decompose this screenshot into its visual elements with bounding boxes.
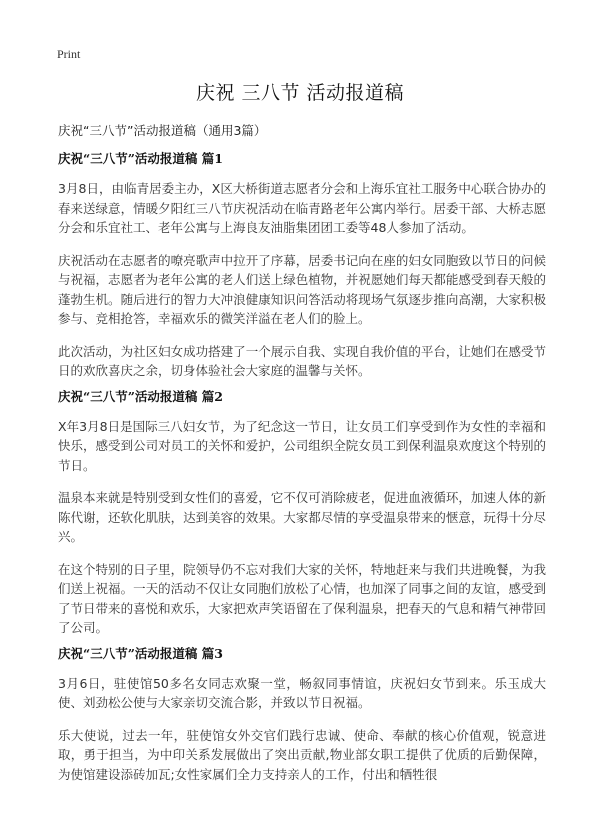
document-body — [58, 121, 546, 790]
paragraph: 在这个特别的日子里，院领导仍不忘对我们大家的关怀，特地赶来与我们共进晚餐，为我们送上祝福。一天的活动不仅让女同胞们放松了心情，也加深了同事之间的友谊，感受到了节日带来的喜悦和欢乐，大家把欢声笑语留在了保利温泉，把春天的气息和精气神带回了公司。 — [58, 561, 546, 635]
section-heading: 庆祝“三八节”活动报道稿 篇1 — [58, 151, 223, 166]
paragraph: X年3月8日是国际三八妇女节，为了纪念这一节日，让女员工们享受到作为女性的幸福和快乐，感受到公司对员工的关怀和爱护，公司组织全院女员工到保利温泉欢度这个特别的节日。 — [58, 418, 546, 473]
article-section-1 — [58, 149, 546, 381]
paragraph: 庆祝活动在志愿者的嘹亮歌声中拉开了序幕，居委书记向在座的妇女同胞致以节日的问候与祝福，志愿者为老年公寓的老人们送上绿色植物，并祝愿她们每天都能感受到春天般的蓬勃生机。随后进行的智力大冲浪健康知识问答活动将现场气氛逐步推向高潮，大家积极参与、竞相抢答，幸福欢乐的微笑洋溢在老人们的脸上。 — [58, 252, 546, 326]
paragraph: 乐大使说，过去一年，驻使馆女外交官们践行忠诚、使命、奉献的核心价值观，锐意进取，勇于担当，为中印关系发展做出了突出贡献,物业部女职工提供了优质的后勤保障，为使馆建设添砖加瓦;女性家属们全力支持亲人的工作，付出和牺牲很 — [58, 727, 546, 782]
paragraph: 3月8日，由临青居委主办，X区大桥街道志愿者分会和上海乐宜社工服务中心联合协办的春来送绿意，情暖夕阳红三八节庆祝活动在临青路老年公寓内举行。居委干部、大桥志愿分会和乐宜社工、老年公寓与上海良友油脂集团团工委等48人参加了活动。 — [58, 181, 546, 235]
page-title: 庆祝 三八节 活动报道稿 — [195, 82, 405, 104]
article-section-2 — [58, 387, 546, 638]
section-heading: 庆祝“三八节”活动报道稿 篇3 — [58, 645, 223, 661]
paragraph: 温泉本来就是特别受到女性们的喜爱，它不仅可消除疲老，促进血液循环，加速人体的新陈代谢，还软化肌肤，达到美容的效果。大家都尽情的享受温泉带来的惬意，玩得十分尽兴。 — [58, 490, 546, 544]
section-heading: 庆祝“三八节”活动报道稿 篇2 — [58, 388, 223, 404]
print-link[interactable]: Print — [57, 47, 81, 61]
paragraph: 此次活动，为社区妇女成功搭建了一个展示自我、实现自我价值的平台，让她们在感受节日的欢欣喜庆之余，切身体验社会大家庭的温馨与关怀。 — [58, 343, 546, 378]
document-subtitle: 庆祝“三八节”活动报道稿（通用3篇） — [58, 123, 267, 138]
article-section-3 — [58, 644, 546, 785]
paragraph: 3月6日，驻使馆50多名女同志欢聚一堂，畅叙同事情谊，庆祝妇女节到来。乐玉成大使、刘劲松公使与大家亲切交流合影，并致以节日祝福。 — [58, 675, 546, 710]
